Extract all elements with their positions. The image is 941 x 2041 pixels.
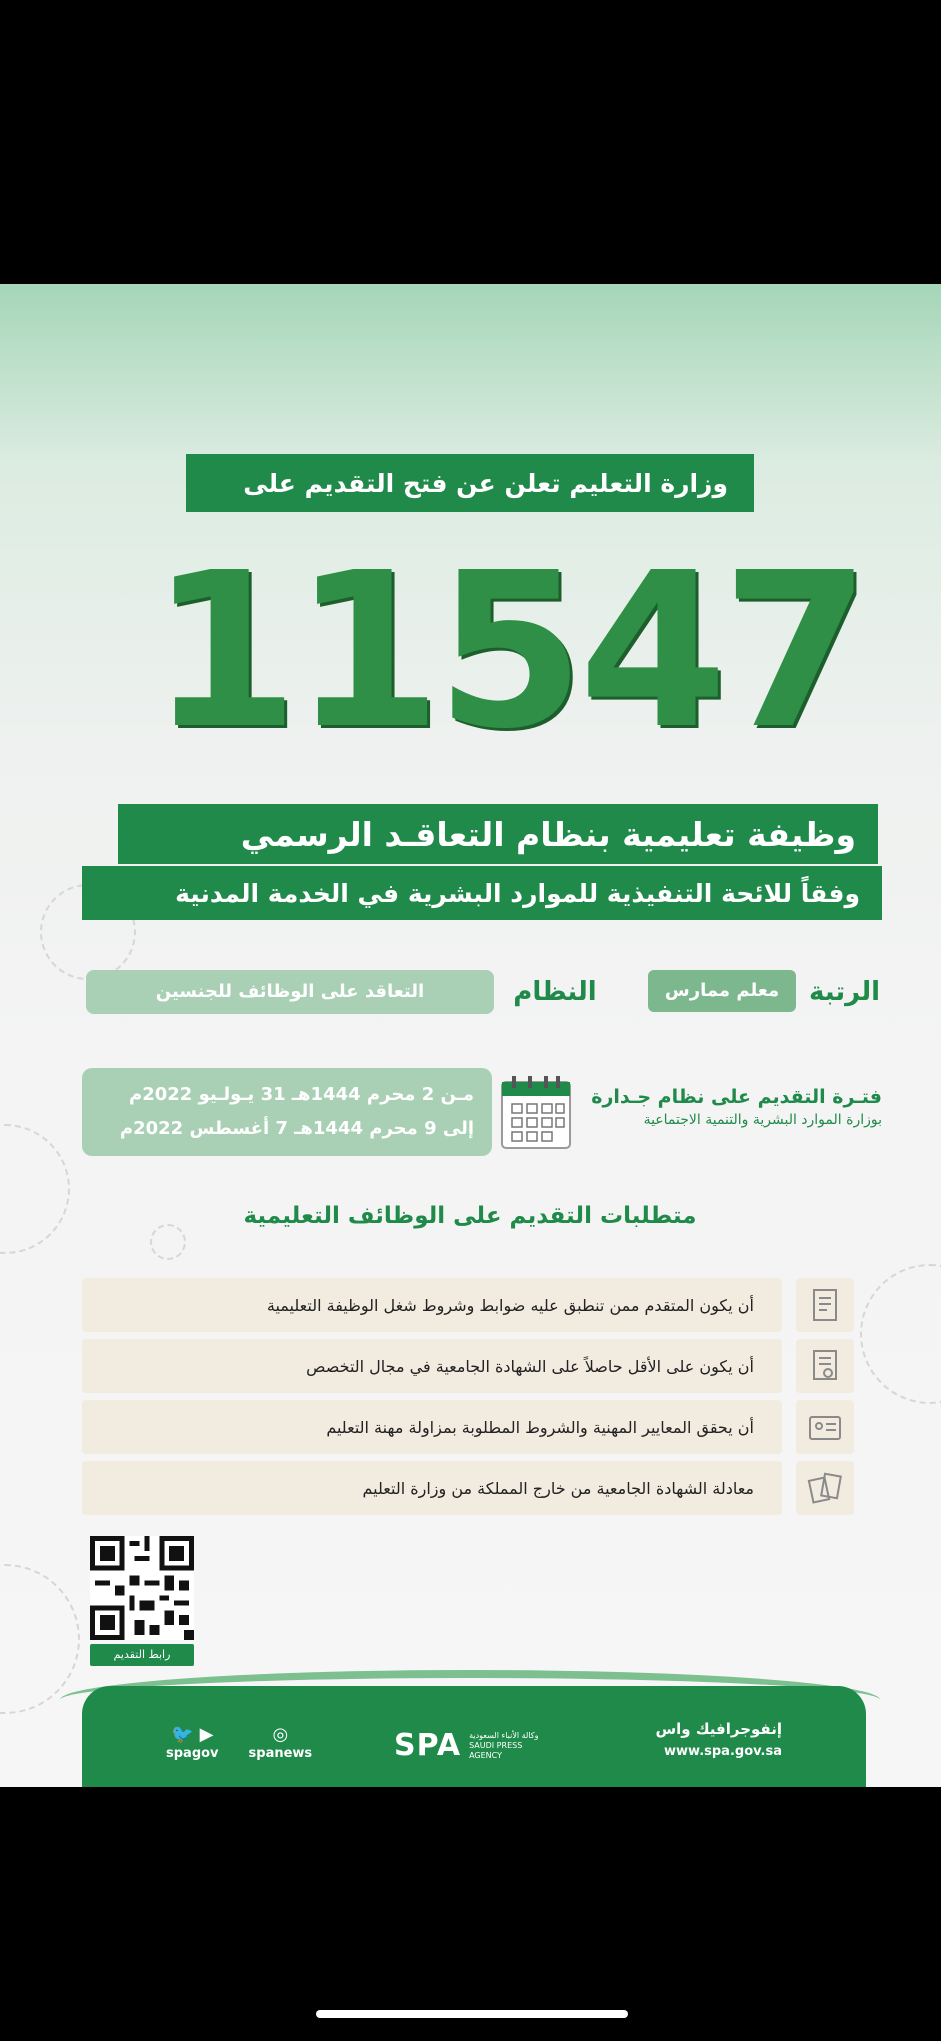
id-card-icon <box>796 1400 854 1454</box>
announcement-banner: وزارة التعليم تعلن عن فتح التقديم على <box>186 454 754 512</box>
requirement-text: معادلة الشهادة الجامعية من خارج المملكة من وزارة التعليم <box>362 1478 754 1498</box>
website-link[interactable]: www.spa.gov.sa <box>664 1744 782 1759</box>
social-icons: 🐦 ▶ <box>171 1724 214 1745</box>
requirement-row <box>82 1461 782 1515</box>
social-handle: spagov <box>166 1746 219 1761</box>
date-to: إلى 9 محرم 1444هـ 7 أغسطس 2022م <box>119 1118 474 1139</box>
requirement-row <box>82 1339 782 1393</box>
jobs-count: 11547 <box>150 527 865 776</box>
system-label: النظام <box>513 977 597 1007</box>
application-period-title <box>586 1086 882 1146</box>
spa-english: SAUDI PRESS AGENCY <box>469 1741 523 1760</box>
jobs-subtitle-banner: وفقاً للائحة التنفيذية للموارد البشرية في الخدمة المدنية <box>82 866 882 920</box>
spa-logo <box>394 1716 554 1776</box>
rank-label: الرتبة <box>809 977 880 1007</box>
home-indicator[interactable] <box>316 2010 628 2018</box>
infographic-label: إنفوجرافيك واس <box>655 1720 782 1738</box>
requirement-row <box>82 1400 782 1454</box>
requirement-text: أن يحقق المعايير المهنية والشروط المطلوبة بمزاولة مهنة التعليم <box>326 1417 754 1437</box>
requirement-row <box>82 1278 782 1332</box>
decor-circle <box>0 1564 80 1714</box>
rank-value: معلم ممارس <box>648 970 796 1012</box>
instagram-icon: ◎ <box>272 1724 289 1745</box>
social-handle: spanews <box>248 1746 313 1761</box>
requirement-text: أن يكون المتقدم ممن تنطبق عليه ضوابط وشروط شغل الوظيفة التعليمية <box>266 1295 754 1315</box>
decor-circle <box>0 1124 70 1254</box>
social-links <box>166 1724 336 1774</box>
title-underline <box>240 1232 700 1246</box>
calendar-icon <box>498 1072 578 1154</box>
papers-icon <box>796 1461 854 1515</box>
infographic-poster <box>0 284 941 1787</box>
spa-mark: SPA <box>394 1728 462 1763</box>
requirement-text: أن يكون على الأقل حاصلاً على الشهادة الجامعية في مجال التخصص <box>306 1356 754 1376</box>
period-title-text: فتـرة التقديم على نظام جـدارة <box>591 1086 882 1108</box>
requirements-title-text: متطلبات التقديم على الوظائف التعليمية <box>243 1203 697 1229</box>
footer-bar <box>82 1686 866 1787</box>
document-icon <box>796 1278 854 1332</box>
decor-circle <box>150 1224 186 1260</box>
certificate-icon <box>796 1339 854 1393</box>
social-group-news[interactable] <box>249 1724 313 1774</box>
application-dates <box>82 1068 492 1156</box>
infographic-credit <box>622 1720 782 1759</box>
qr-code[interactable] <box>90 1536 194 1640</box>
jobs-title-banner: وظيفة تعليمية بنظام التعاقـد الرسمي <box>118 804 878 864</box>
qr-label: رابط التقديم <box>90 1644 194 1666</box>
system-value: التعاقد على الوظائف للجنسين <box>86 970 494 1014</box>
spa-arabic: وكالة الأنباء السعودية <box>469 1731 539 1740</box>
social-group-gov[interactable] <box>166 1724 219 1774</box>
date-from: مـن 2 محرم 1444هـ 31 يـولـيو 2022م <box>128 1084 474 1105</box>
spa-text <box>469 1731 554 1761</box>
requirements-title <box>210 1196 730 1246</box>
decor-circle <box>860 1264 941 1404</box>
period-subtitle-text: بوزارة الموارد البشرية والتنمية الاجتماعية <box>643 1112 882 1128</box>
